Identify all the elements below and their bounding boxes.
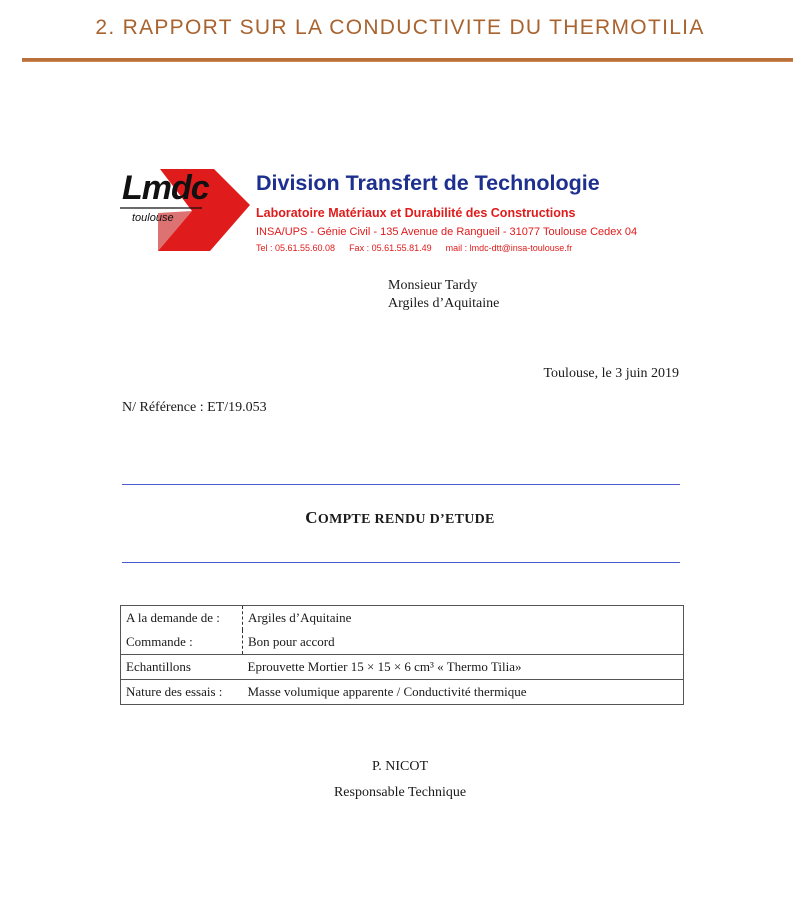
table-label: Nature des essais : — [121, 680, 243, 705]
logo-city: toulouse — [132, 212, 174, 224]
section-title: 2. RAPPORT SUR LA CONDUCTIVITE DU THERMOTILIA — [95, 16, 705, 39]
recipient-name: Monsieur Tardy — [388, 278, 478, 293]
title-rule-bottom — [122, 562, 680, 563]
section-divider — [22, 58, 793, 62]
letterhead-title: Division Transfert de Technologie — [256, 171, 600, 195]
letter-date: Toulouse, le 3 juin 2019 — [543, 366, 679, 381]
table-value: Masse volumique apparente / Conductivité thermique — [243, 680, 684, 705]
table-value: Eprouvette Mortier 15 × 15 × 6 cm³ « Thermo Tilia» — [243, 655, 684, 680]
letterhead-tel: Tel : 05.61.55.60.08 — [256, 243, 336, 253]
letterhead-contact — [256, 243, 586, 253]
recipient-company: Argiles d’Aquitaine — [388, 296, 500, 311]
reference-number: N/ Référence : ET/19.053 — [122, 400, 267, 415]
signer-role: Responsable Technique — [333, 785, 467, 800]
letterhead-fax: Fax : 05.61.55.81.49 — [349, 243, 432, 253]
table-label: Commande : — [121, 630, 243, 655]
letterhead-address: INSA/UPS - Génie Civil - 135 Avenue de Rangueil - 31077 Toulouse Cedex 04 — [256, 226, 638, 238]
table-row — [121, 606, 684, 631]
table-label: Echantillons — [121, 655, 243, 680]
document-title — [0, 508, 800, 528]
table-row — [121, 630, 684, 655]
table-row — [121, 680, 684, 705]
document-title-initial: C — [305, 508, 318, 527]
logo-text: Lmdc — [122, 169, 209, 207]
recipient-block — [388, 277, 499, 313]
table-label: A la demande de : — [121, 606, 243, 631]
letterhead-mail: mail : lmdc-dtt@insa-toulouse.fr — [445, 243, 573, 253]
table-value: Bon pour accord — [248, 634, 335, 649]
lmdc-logo — [118, 167, 250, 253]
letterhead-lab: Laboratoire Matériaux et Durabilité des Constructions — [256, 206, 576, 220]
document-title-rest: OMPTE RENDU D’ETUDE — [317, 512, 495, 527]
title-rule-top — [122, 484, 680, 485]
signer-name: P. NICOT — [371, 759, 428, 774]
study-info-table — [120, 605, 684, 705]
table-row — [121, 655, 684, 680]
table-value: Argiles d’Aquitaine — [248, 610, 352, 625]
